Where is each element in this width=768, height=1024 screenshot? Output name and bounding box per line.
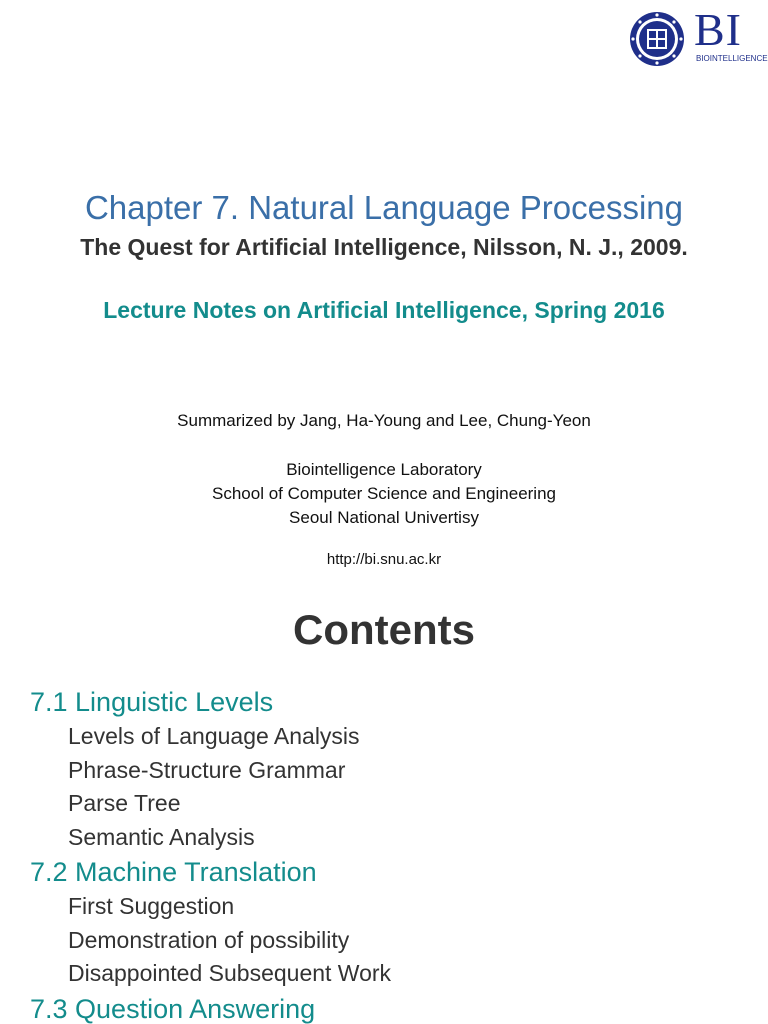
toc-section-heading: 7.1 Linguistic Levels — [30, 687, 274, 717]
toc-item: Demonstration of possibility — [68, 926, 350, 953]
toc-section — [30, 684, 750, 854]
table-of-contents — [30, 684, 750, 1024]
toc-section — [30, 854, 750, 991]
toc-item: Levels of Language Analysis — [68, 723, 360, 749]
university-seal-icon — [628, 10, 686, 68]
contents-title: Contents — [293, 606, 475, 653]
toc-item: Disappointed Subsequent Work — [68, 960, 392, 986]
logo-letters: BI — [694, 4, 742, 55]
toc-item: Parse Tree — [68, 790, 181, 816]
summarized-by: Summarized by Jang, Ha-Young and Lee, Chung-Yeon — [177, 411, 591, 430]
toc-item: Semantic Analysis — [68, 823, 255, 850]
lab-name: Biointelligence Laboratory — [286, 460, 482, 479]
logo-subtitle: BIOINTELLIGENCE — [696, 54, 768, 63]
toc-section-heading: 7.3 Question Answering — [30, 993, 316, 1024]
website-link[interactable]: http://bi.snu.ac.kr — [326, 551, 442, 568]
lecture-title: Lecture Notes on Artificial Intelligence, Spring 2016 — [103, 297, 665, 323]
biointelligence-logo — [628, 4, 768, 68]
school-name: School of Computer Science and Engineering — [212, 484, 556, 503]
toc-section — [30, 991, 750, 1024]
toc-item: First Suggestion — [68, 893, 235, 919]
toc-item: Phrase-Structure Grammar — [68, 756, 346, 783]
book-title: The Quest for Artificial Intelligence, Nilsson, N. J., 2009. — [80, 234, 688, 260]
toc-section-heading: 7.2 Machine Translation — [30, 857, 317, 887]
university-name: Seoul National Univertisy — [289, 508, 479, 527]
chapter-title: Chapter 7. Natural Language Processing — [84, 189, 684, 226]
